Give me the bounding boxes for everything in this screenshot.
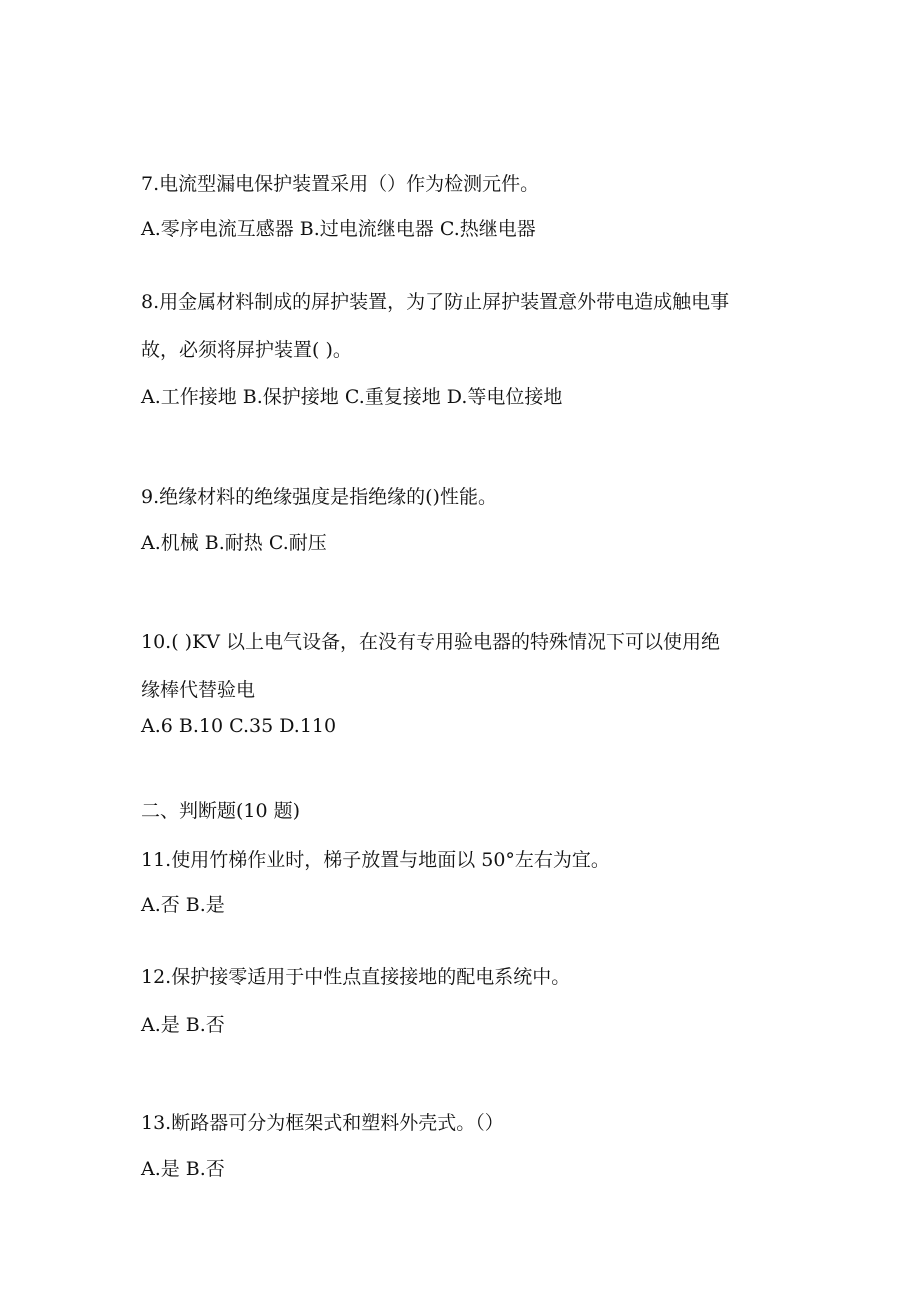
question-8-options: A.工作接地 B.保护接地 C.重复接地 D.等电位接地 xyxy=(141,386,563,408)
question-12-options: A.是 B.否 xyxy=(141,1014,225,1036)
section-heading-judgement: 二、判断题(10 题) xyxy=(141,800,301,822)
question-8-text-line-2: 故，必须将屏护装置( )。 xyxy=(141,339,352,361)
question-9-text: 9.绝缘材料的绝缘强度是指绝缘的()性能。 xyxy=(141,486,497,508)
question-9-options: A.机械 B.耐热 C.耐压 xyxy=(141,532,327,554)
question-7-options: A.零序电流互感器 B.过电流继电器 C.热继电器 xyxy=(141,218,536,240)
question-11-options: A.否 B.是 xyxy=(141,894,225,916)
question-10-options: A.6 B.10 C.35 D.110 xyxy=(141,715,337,737)
question-13-text: 13.断路器可分为框架式和塑料外壳式。（） xyxy=(141,1112,504,1134)
question-11-text: 11.使用竹梯作业时，梯子放置与地面以 50°左右为宜。 xyxy=(141,849,610,871)
question-13-options: A.是 B.否 xyxy=(141,1158,225,1180)
question-10-text-line-1: 10.( )KV 以上电气设备，在没有专用验电器的特殊情况下可以使用绝 xyxy=(141,631,721,653)
question-12-text: 12.保护接零适用于中性点直接接地的配电系统中。 xyxy=(141,966,571,988)
question-8-text-line-1: 8.用金属材料制成的屏护装置，为了防止屏护装置意外带电造成触电事 xyxy=(141,291,730,313)
question-10-text-line-2: 缘棒代替验电 xyxy=(141,679,256,701)
question-7-text: 7.电流型漏电保护装置采用（）作为检测元件。 xyxy=(141,173,540,195)
